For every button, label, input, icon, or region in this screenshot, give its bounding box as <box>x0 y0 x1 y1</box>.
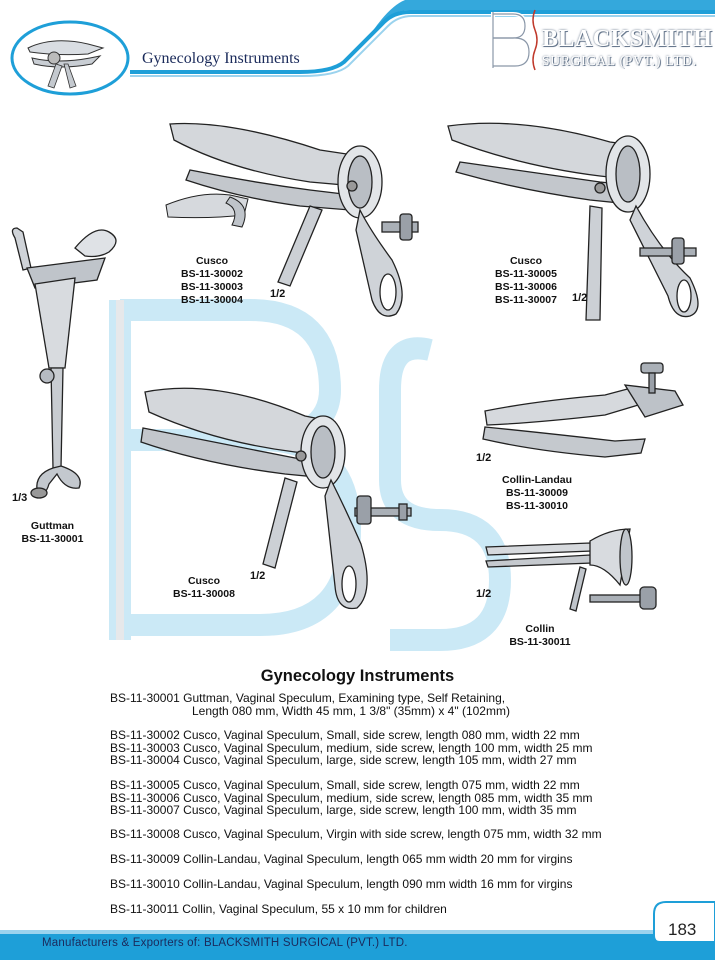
description-line: BS-11-30003 Cusco, Vaginal Speculum, medium, side screw, length 100 mm, width 25 mm <box>110 740 593 755</box>
product-caption-cusco-2 <box>486 255 566 307</box>
product-code: BS-11-30010 <box>506 500 568 512</box>
product-code: BS-11-30006 <box>495 281 557 293</box>
description-line: BS-11-30010 Collin-Landau, Vaginal Speculum, length 090 mm width 16 mm for virgins <box>110 877 573 891</box>
description-group-1 <box>110 692 510 717</box>
description-group-7 <box>110 903 447 916</box>
product-name: Collin-Landau <box>502 474 572 486</box>
product-name: Cusco <box>195 255 229 267</box>
product-code: BS-11-30004 <box>181 294 243 306</box>
description-line: BS-11-30007 Cusco, Vaginal Speculum, large, side screw, length 100 mm, width 35 mm <box>110 803 577 817</box>
product-code: BS-11-30002 <box>181 268 243 280</box>
company-logo-subtitle: SURGICAL (PVT.) LTD. <box>542 53 698 68</box>
product-code: BS-11-30001 <box>21 533 84 545</box>
product-caption-collin-landau <box>492 474 582 513</box>
description-group-5 <box>110 853 572 866</box>
description-group-2 <box>110 729 592 767</box>
guttman-speculum-image <box>5 218 135 508</box>
collin-speculum-image <box>480 525 665 615</box>
footer-text: Manufacturers & Exporters of: BLACKSMITH SURGICAL (PVT.) LTD. <box>42 937 408 949</box>
product-code: BS-11-30008 <box>173 588 235 600</box>
collin-landau-speculum-image <box>475 355 690 470</box>
description-heading: Gynecology Instruments <box>260 667 455 685</box>
scale-label-cusco-2: 1/2 <box>572 292 588 304</box>
description-line: BS-11-30002 Cusco, Vaginal Speculum, Small, side screw, length 080 mm, width 22 mm <box>110 728 580 742</box>
description-group-4 <box>110 828 602 841</box>
description-line: BS-11-30008 Cusco, Vaginal Speculum, Virgin with side screw, length 075 mm, width 32 mm <box>110 827 602 841</box>
product-name: Guttman <box>30 520 75 532</box>
product-caption-collin <box>500 623 580 649</box>
company-logo-name: BLACKSMITH <box>542 26 713 52</box>
product-caption-cusco-3 <box>164 575 244 601</box>
product-name: Cusco <box>509 255 543 267</box>
description-line: BS-11-30006 Cusco, Vaginal Speculum, medium, side screw, length 085 mm, width 35 mm <box>110 790 593 805</box>
scale-label-cusco-3: 1/2 <box>250 570 266 582</box>
header-speculum-illustration <box>8 18 138 98</box>
product-name: Collin <box>525 623 555 635</box>
page-number: 183 <box>668 920 697 939</box>
description-line: BS-11-30009 Collin-Landau, Vaginal Speculum, length 065 mm width 20 mm for virgins <box>110 852 573 866</box>
product-code: BS-11-30011 <box>509 636 571 648</box>
description-line: BS-11-30005 Cusco, Vaginal Speculum, Small, side screw, length 075 mm, width 22 mm <box>110 778 580 792</box>
scale-label-guttman: 1/3 <box>12 492 28 504</box>
description-group-6 <box>110 878 572 891</box>
description-line: BS-11-30001 Guttman, Vaginal Speculum, Examining type, Self Retaining, <box>110 691 506 705</box>
product-code: BS-11-30007 <box>495 294 557 306</box>
product-code: BS-11-30009 <box>506 487 568 499</box>
product-code: BS-11-30003 <box>181 281 243 293</box>
description-group-3 <box>110 779 592 817</box>
scale-label-cusco-1: 1/2 <box>270 288 286 300</box>
scale-label-collin-landau: 1/2 <box>476 452 492 464</box>
scale-label-collin: 1/2 <box>476 588 492 600</box>
product-name: Cusco <box>187 575 221 587</box>
description-line: BS-11-30011 Collin, Vaginal Speculum, 55 x 10 mm for children <box>110 902 447 916</box>
description-line: BS-11-30004 Cusco, Vaginal Speculum, large, side screw, length 105 mm, width 27 mm <box>110 753 577 767</box>
section-title: Gynecology Instruments <box>142 50 300 67</box>
product-code: BS-11-30005 <box>495 268 557 280</box>
company-logo-icon <box>485 6 543 72</box>
product-caption-guttman <box>10 520 95 546</box>
description-line: Length 080 mm, Width 45 mm, 1 3/8" (35mm) x 4" (102mm) <box>192 703 510 718</box>
product-caption-cusco-1 <box>172 255 252 307</box>
